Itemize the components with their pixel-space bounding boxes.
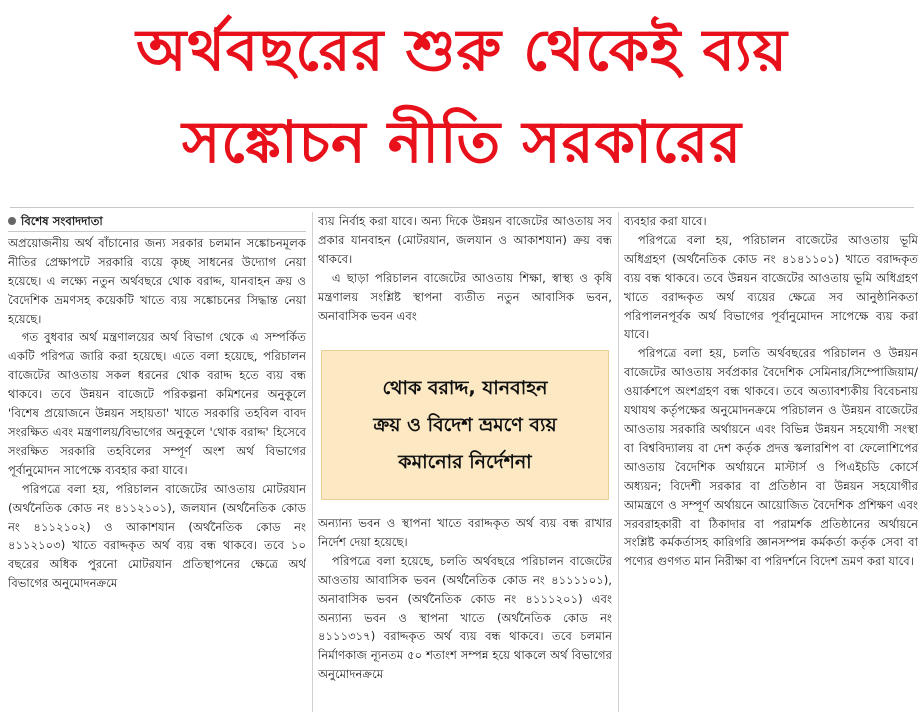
paragraph: পরিপত্রে বলা হয়, পরিচালন বাজেটের আওতায় মোটরযান (অর্থনৈতিক কোড নং ৪১১২১০১), জলযান (অর্থনৈতিক কোড নং ৪১১২১০২) ও আকাশযান (অর্থনৈতিক কোড নং ৪১১২১০৩) খাতে বরাদ্দকৃত অর্থ ব্যয় বন্ধ থাকবে। তবে ১০ বছরের অধিক পুরনো মোটরযান প্রতিস্থাপনের ক্ষেত্রে অর্থ বিভাগের অনুমোদনক্রমে bbox=[8, 481, 306, 591]
paragraph: গত বুধবার অর্থ মন্ত্রণালয়ের অর্থ বিভাগ থেকে এ সম্পর্কিত একটি পরিপত্র জারি করা হয়েছে। এতে বলা হয়েছে, পরিচালন বাজেটের আওতায় সকল ধরনের থোক বরাদ্দ হতে ব্যয় বন্ধ থাকবে। তবে উন্নয়ন বাজেটে পরিকল্পনা কমিশনের অনুকূলে 'বিশেষ প্রয়োজনে উন্নয়ন সহায়তা' খাতে সরকারি তহবিল বাবদ সংরক্ষিত এবং মন্ত্রণালয়/বিভাগের অনুকূলে 'থোক বরাদ্দ' হিসেবে সংরক্ষিত সরকারি তহবিলের সম্পূর্ণ অংশ অর্থ বিভাগের পূর্বানুমোদন সাপেক্ষে ব্যবহার করা যাবে। bbox=[8, 330, 306, 477]
column-divider-1 bbox=[312, 212, 313, 712]
paragraph: পরিপত্রে বলা হয়, পরিচালন বাজেটের আওতায় ভূমি অধিগ্রহণ (অর্থনৈতিক কোড নং ৪১৪১১০১) খাতে বরাদ্দকৃত ব্যয় বন্ধ থাকবে। তবে উন্নয়ন বাজেটের আওতায় ভূমি অধিগ্রহণ খাতে বরাদ্দকৃত অর্থ ব্যয়ের ক্ষেত্রে সব আনুষ্ঠানিকতা পরিপালনপূর্বক অর্থ বিভাগের পূর্বানুমোদন সাপেক্ষে ব্যয় করা যাবে। bbox=[624, 232, 918, 342]
article-column-2-top bbox=[318, 212, 612, 342]
pull-quote-line-2: ক্রয় ও বিদেশ ভ্রমণে ব্যয় bbox=[373, 413, 557, 436]
headline-line-2: সঙ্কোচন নীতি সরকারের bbox=[181, 108, 743, 176]
paragraph: এ ছাড়া পরিচালন বাজেটের আওতায় শিক্ষা, স্বাস্থ্য ও কৃষি মন্ত্রণালয় সংশ্লিষ্ট স্থাপনা ব্যতীত নতুন আবাসিক ভবন, অনাবাসিক ভবন এবং bbox=[318, 270, 612, 323]
paragraph: ব্যয় নির্বাহ করা যাবে। অন্য দিকে উন্নয়ন বাজেটের আওতায় সব প্রকার যানবাহন (মোটরযান, জলযান ও আকাশযান) ক্রয় বন্ধ থাকবে। bbox=[318, 214, 612, 266]
article-column-2-bottom bbox=[318, 514, 612, 712]
paragraph: ব্যবহার করা যাবে। bbox=[624, 214, 707, 228]
headline-divider bbox=[10, 207, 914, 208]
article-column-3 bbox=[624, 212, 918, 712]
paragraph: পরিপত্রে বলা হয়, চলতি অর্থবছরের পরিচালন ও উন্নয়ন বাজেটের আওতায় সর্বপ্রকার বৈদেশিক সেমিনার/সিম্পোজিয়াম/ওয়ার্কশপে অংশগ্রহণ বন্ধ থাকবে। তবে অত্যাবশ্যকীয় বিবেচনায় যথাযথ কর্তৃপক্ষের অনুমোদনক্রমে পরিচালন ও উন্নয়ন বাজেটের আওতায় সরকারি অর্থায়নে এবং বিভিন্ন উন্নয়ন সহযোগী সংস্থা বা বিশ্ববিদ্যালয় বা দেশ কর্তৃক প্রদত্ত স্কলারশিপ বা ফেলোশিপের আওতায় বৈদেশিক অর্থায়নে মাস্টার্স ও পিএইচডি কোর্সে অধ্যয়ন; বিদেশী সরকার বা প্রতিষ্ঠান বা উন্নয়ন সহযোগীর আমন্ত্রণে ও সম্পূর্ণ অর্থায়নে আয়োজিত বৈদেশিক প্রশিক্ষণ এবং সরবরাহকারী বা ঠিকাদার বা পরামর্শক প্রতিষ্ঠানের অর্থায়নে সংশ্লিষ্ট কর্মকর্তাসহ কারিগরি জ্ঞানসম্পন্ন কর্মকর্তা কর্তৃক সেবা বা পণ্যের গুণগত মান নিরীক্ষা বা পরিদর্শনে বিদেশ ভ্রমণ করা যাবে। bbox=[624, 346, 918, 569]
byline bbox=[8, 212, 306, 232]
headline-line-1: অর্থবছরের শুরু থেকেই ব্যয় bbox=[136, 16, 788, 84]
pull-quote bbox=[321, 350, 609, 500]
paragraph: অন্যান্য ভবন ও স্থাপনা খাতে বরাদ্দকৃত অর্থ ব্যয় বন্ধ রাখার নির্দেশ দেয়া হয়েছে। bbox=[318, 516, 612, 549]
pull-quote-line-1: থোক বরাদ্দ, যানবাহন bbox=[382, 376, 548, 399]
headline bbox=[0, 4, 924, 188]
bullet-icon bbox=[8, 217, 16, 225]
article-column-1 bbox=[8, 212, 306, 712]
byline-text: বিশেষ সংবাদদাতা bbox=[21, 214, 103, 228]
paragraph: অপ্রয়োজনীয় অর্থ বাঁচানোর জন্য সরকার চলমান সঙ্কোচনমূলক নীতির প্রেক্ষাপটে সরকারি ব্যয়ে কৃচ্ছ সাধনের উদ্যোগ নেয়া হয়েছে। এ লক্ষ্যে নতুন অর্থবছরে থোক বরাদ্দ, যানবাহন ক্রয় ও বৈদেশিক ভ্রমণসহ কয়েকটি খাতে ব্যয় সঙ্কোচনের সিদ্ধান্ত নেয়া হয়েছে। bbox=[8, 235, 306, 326]
column-divider-2 bbox=[618, 212, 619, 712]
paragraph: পরিপত্রে বলা হয়েছে, চলতি অর্থবছরে পরিচালন বাজেটের আওতায় আবাসিক ভবন (অর্থনৈতিক কোড নং ৪১১১১০১), অনাবাসিক ভবন (অর্থনৈতিক কোড নং ৪১১১২০১) এবং অন্যান্য ভবন ও স্থাপনা খাতে (অর্থনৈতিক কোড নং ৪১১১৩১৭) বরাদ্দকৃত অর্থ ব্যয় বন্ধ থাকবে। তবে চলমান নির্মাণকাজ ন্যূনতম ৫০ শতাংশ সম্পন্ন হয়ে থাকলে অর্থ বিভাগের অনুমোদনক্রমে bbox=[318, 553, 612, 682]
pull-quote-line-3: কমানোর নির্দেশনা bbox=[398, 450, 532, 473]
